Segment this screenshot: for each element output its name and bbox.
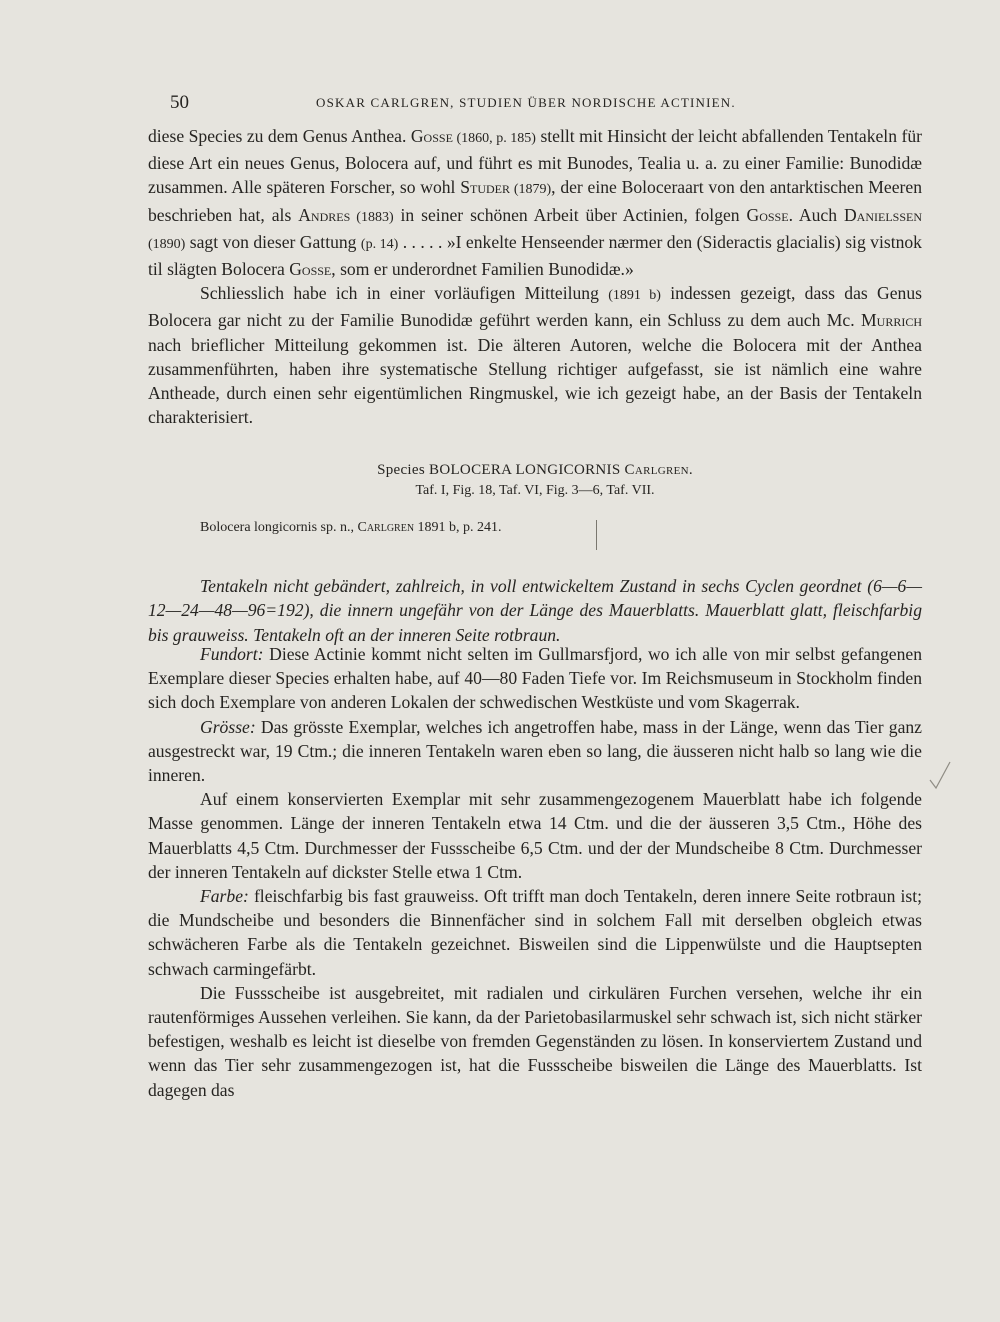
citation: (1879) — [509, 182, 552, 198]
citation: (p. 14) — [360, 236, 399, 252]
text-run: fleischfarbig bis fast grauweiss. Oft trifft man doch Tentakeln, deren innere Seite rotbraun ist; die Mundscheibe und besonders die Binnenfächer sind in solchem Fall mit derselben obgleich etwas schwächeren Farbe als die Tentakeln gezeichnet. Bisweilen sind die Lippenwülste und die Hauptsepten schwach carmingefärbt. — [148, 886, 922, 979]
author-name: Gosse — [289, 259, 332, 280]
section-fussscheibe: Die Fussscheibe ist ausgebreitet, mit radialen und cirkulären Furchen versehen, welche ihr ein rautenförmiges Aussehen verleihen. Sie kann, da der Parietobasilarmuskel sehr schwach ist, sich nicht stärker befestigen, weshalb es leicht ist dieselbe von fremden Gegenständen zu lösen. In konserviertem Zustand und wenn das Tier sehr zusammengezogen ist, hat die Fussscheibe bisweilen die Länge des Mauerblatts. Ist dagegen das — [148, 982, 922, 1100]
pencil-checkmark — [928, 760, 952, 790]
text-run: in seiner schönen Arbeit über Actinien, folgen — [393, 204, 747, 225]
citation: (1883) — [350, 209, 394, 225]
text-run: Das grösste Exemplar, welches ich angetroffen habe, mass in der Länge, wenn das Tier ganz ausgestreckt war, 19 Ctm.; die inneren Tentakeln waren eben so lang, die äusseren nicht halb so lang wie die inneren. — [148, 716, 922, 786]
text-run: diese Species zu dem Genus Anthea. — [148, 126, 411, 146]
text-run: 1891 b, p. 241. — [414, 520, 502, 535]
author-name: Andres — [298, 204, 351, 225]
synonym-line — [200, 520, 502, 536]
text-run: , der eine Boloceraart von den antarktischen Meeren beschrieben hat, als — [148, 177, 923, 225]
species-title — [148, 462, 922, 479]
section-groesse — [148, 715, 922, 788]
section-label: Grösse: — [200, 716, 256, 737]
text-run: , som er underordnet Familien Bunodidæ.» — [331, 259, 634, 280]
text-run: stellt mit Hinsicht der leicht abfallenden Tentakeln für diese Art ein neues Genus, Bolocera auf, und führt es mit Bunodes, Tealia u. a. zu einer Familie: Bunodidæ zusammen. Alle späteren Forscher, so wohl — [148, 126, 922, 198]
pencil-mark — [596, 520, 599, 550]
text-run: . Auch — [788, 204, 844, 225]
section-label: Fundort: — [200, 644, 264, 664]
intro-text — [148, 124, 922, 429]
text-run: Schliesslich habe ich in einer vorläufigen Mitteilung — [200, 283, 609, 304]
section-label: Farbe: — [200, 886, 249, 907]
citation: (1891 b) — [608, 288, 661, 304]
text-run: . — [688, 462, 693, 478]
text-run: sagt von dieser Gattung — [185, 231, 361, 252]
species-author: Carlgren — [624, 462, 689, 478]
description-sections — [148, 642, 922, 1102]
text-run: Diese Actinie kommt nicht selten im Gullmarsfjord, wo ich alle von mir selbst gefangenen Exemplare dieser Species erhalten habe, auf 40—80 Faden Tiefe vor. Im Reichsmuseum in Stockholm finden sich doch Exemplare von anderen Lokalen der schwedischen Westküste und vom Skagerrak. — [148, 644, 922, 713]
text-run: indessen gezeigt, dass das Genus Bolocera gar nicht zu der Familie Bunodidæ geführt werden kann, ein Schluss zu dem auch Mc. — [148, 283, 922, 331]
author-name: Murrich — [861, 310, 922, 331]
intro-paragraph-1 — [148, 124, 922, 281]
text-run: . . . . . »I enkelte Henseender nærmer den (Sideractis glacialis) sig vistnok til slägten Bolocera — [148, 231, 922, 280]
diagnosis: Tentakeln nicht gebändert, zahlreich, in voll entwickeltem Zustand in sechs Cyclen geordnet (6—6—12—24—48—96=192), die innern ungefähr von der Länge des Mauerblatts. Mauerblatt glatt, fleischfarbig bis grauweiss. Tentakeln oft an der inneren Seite rotbraun. — [148, 575, 922, 645]
author-name: Studer — [460, 177, 510, 198]
section-farbe — [148, 884, 922, 981]
section-fundort — [148, 642, 922, 715]
intro-paragraph-2 — [148, 281, 922, 429]
author-name: Gosse — [746, 204, 789, 225]
page-number: 50 — [170, 92, 189, 113]
text-run: nach brieflicher Mitteilung gekommen ist. Die älteren Autoren, welche die Bolocera mit der Anthea zusammenführten, haben ihre systematische Stellung richtiger aufgefasst, sie ist nämlich eine wahre Antheade, durch einen sehr eigentümlichen Ringmuskel, wie ich gezeigt habe, an der Basis der Tentakeln charakterisiert. — [148, 334, 922, 428]
species-heading — [148, 462, 922, 499]
page-header — [170, 92, 930, 116]
citation: (1890) — [148, 236, 186, 252]
author-name: Carlgren — [357, 520, 415, 535]
species-name: Species BOLOCERA LONGICORNIS — [377, 462, 625, 478]
author-name: Danielssen — [843, 204, 922, 225]
plate-references: Taf. I, Fig. 18, Taf. VI, Fig. 3—6, Taf. VII. — [415, 483, 655, 498]
text-run: Bolocera longicornis sp. n., — [200, 520, 358, 535]
author-name: Gosse — [410, 126, 453, 146]
running-head: OSKAR CARLGREN, STUDIEN ÜBER NORDISCHE ACTINIEN. — [316, 95, 736, 110]
section-masse: Auf einem konservierten Exemplar mit sehr zusammengezogenem Mauerblatt habe ich folgende Masse genommen. Länge der inneren Tentakeln etwa 14 Ctm. und die der äusseren 3,5 Ctm., Höhe des Mauerblatts 4,5 Ctm. Durchmesser der Fussscheibe 6,5 Ctm. und der der Mundscheibe 8 Ctm. Durchmesser der inneren Tentakeln auf dickster Stelle etwa 1 Ctm. — [148, 789, 922, 882]
citation: (1860, p. 185) — [452, 131, 536, 146]
